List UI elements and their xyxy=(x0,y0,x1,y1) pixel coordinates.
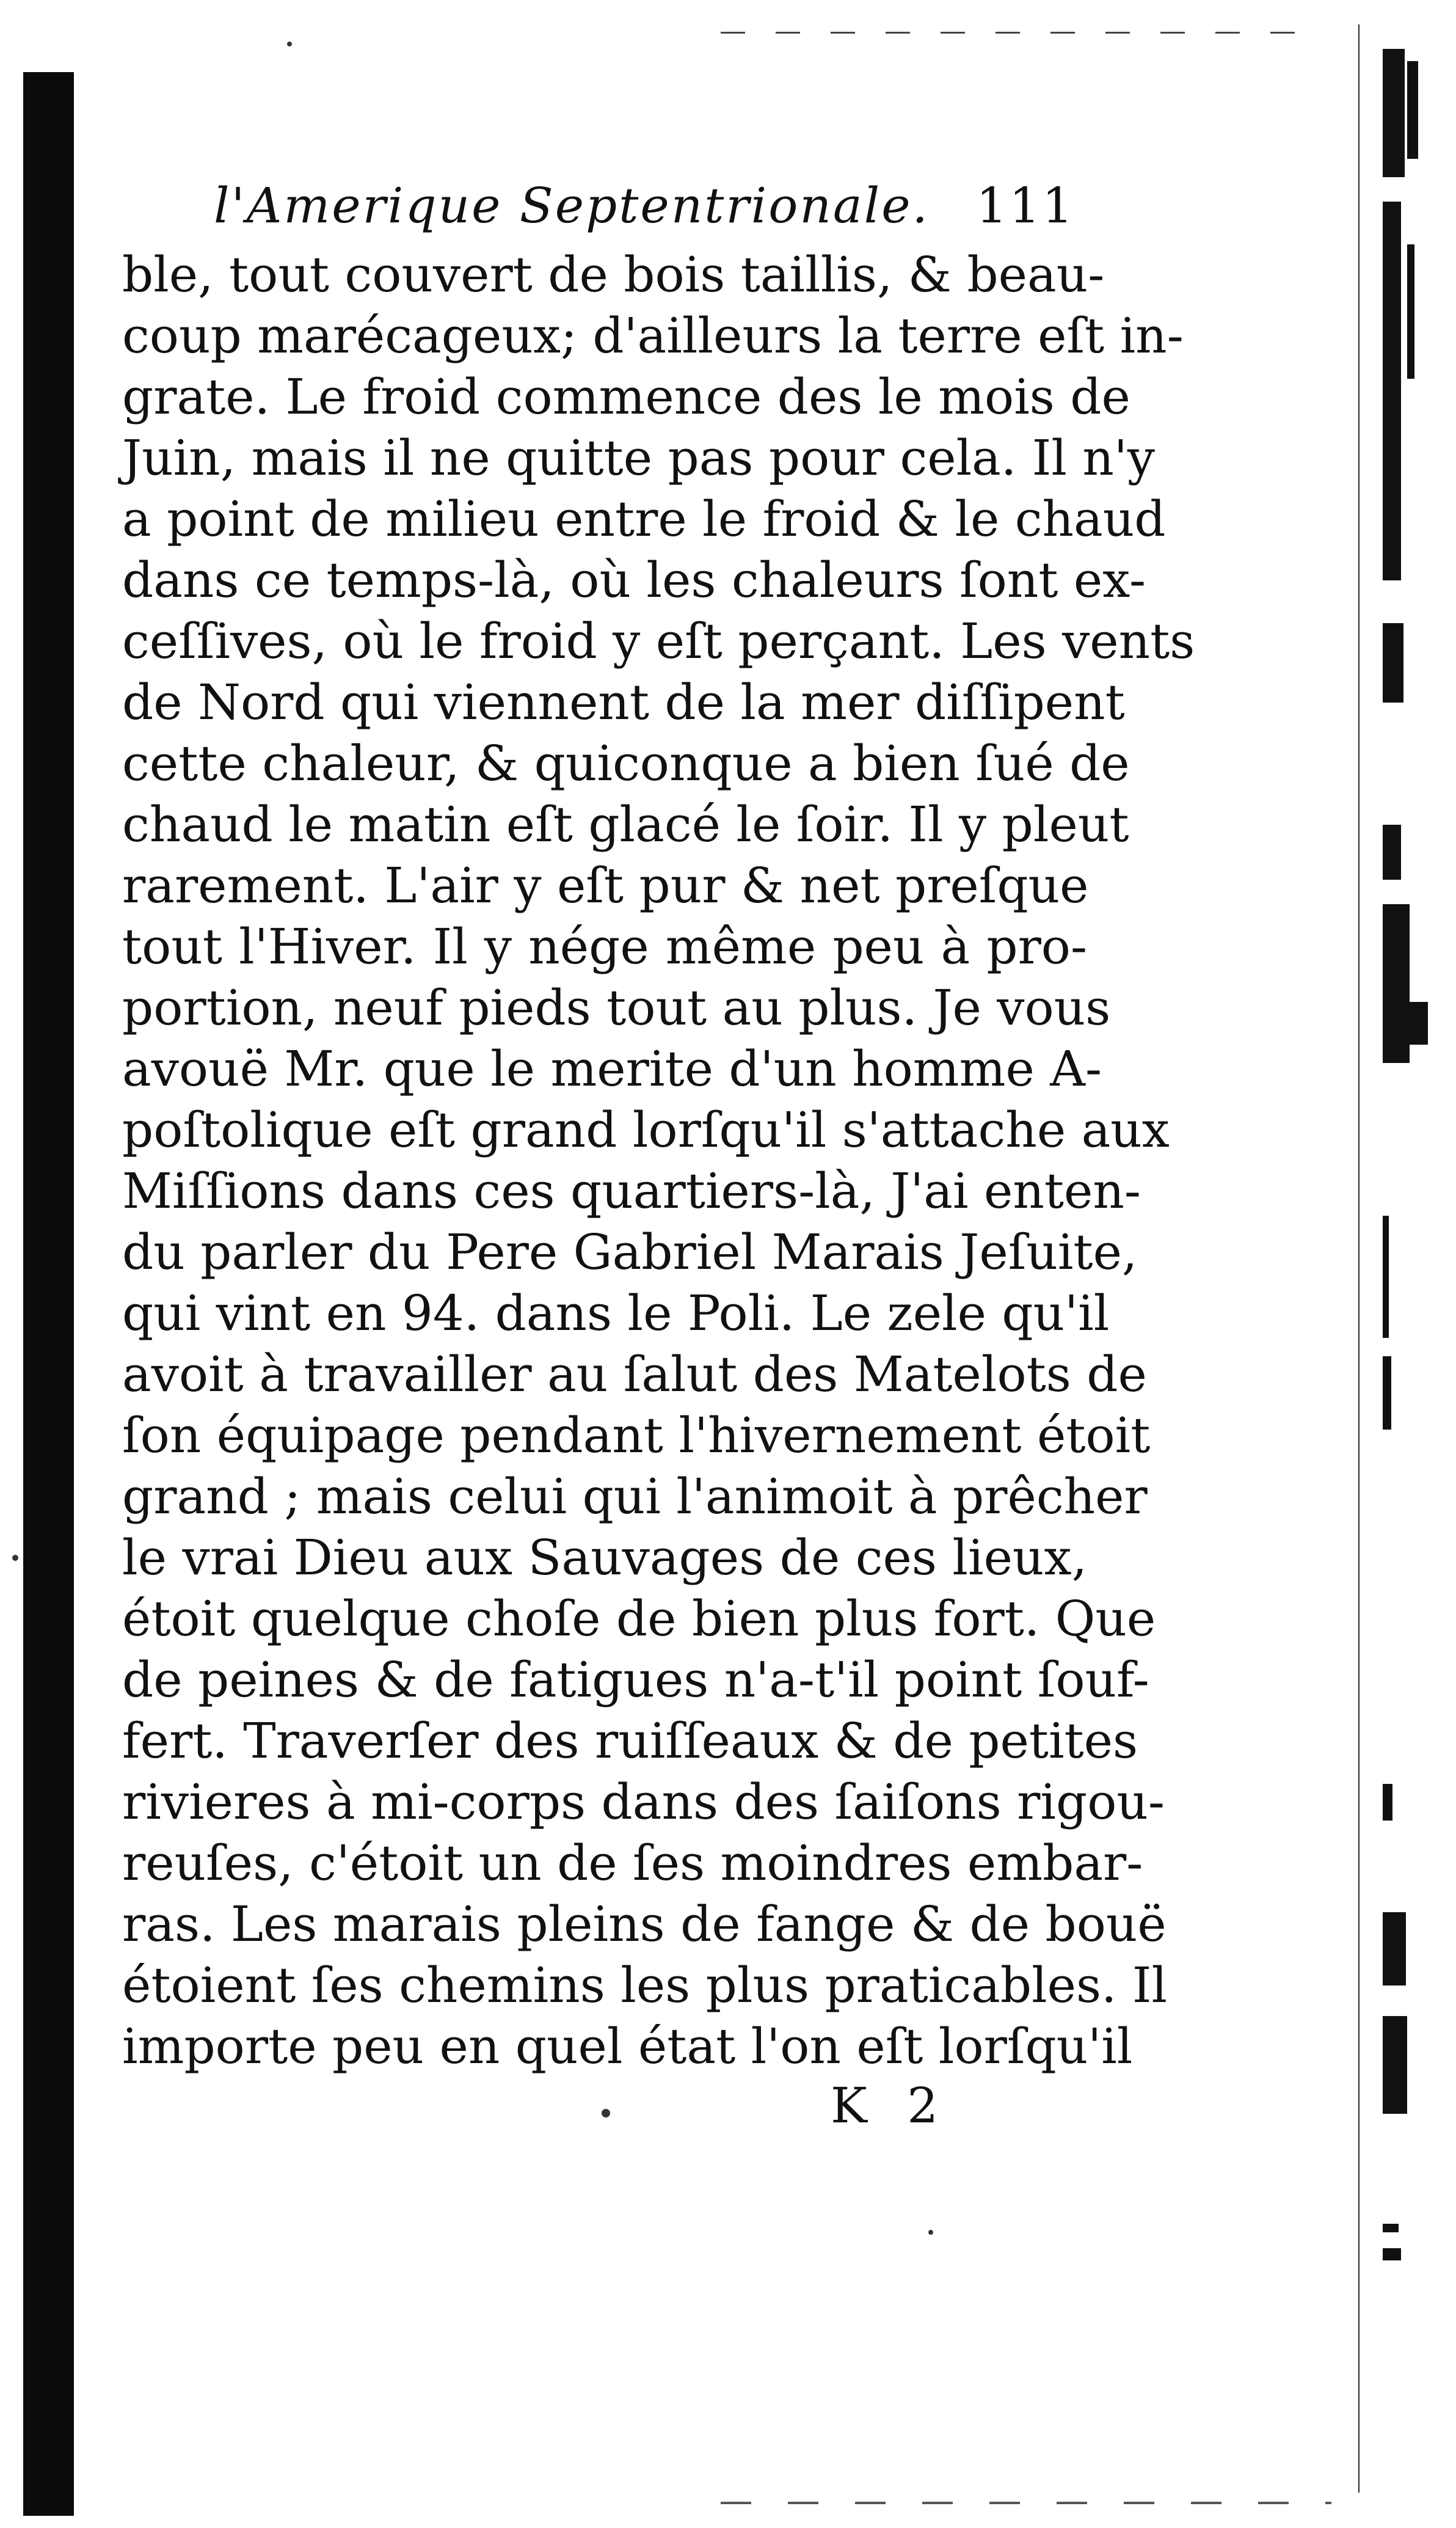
text-line: a point de milieu entre le froid & le chaud xyxy=(122,491,1166,547)
text-line: qui vint en 94. dans le Poli. Le zele qu'il xyxy=(122,1285,1110,1342)
text-line: poſtolique eſt grand lorſqu'il s'attache aux xyxy=(122,1101,1170,1158)
ink-speck xyxy=(928,2230,933,2235)
edge-fragment xyxy=(1383,825,1401,880)
top-margin-rule xyxy=(721,32,1319,34)
text-line: grate. Le froid commence des le mois de xyxy=(122,368,1130,425)
bottom-margin-rule xyxy=(721,2502,1331,2504)
edge-fragment xyxy=(1383,1784,1392,1821)
text-line: ble, tout couvert de bois taillis, & beau- xyxy=(122,246,1105,303)
text-line: rivieres à mi-corps dans des ſaiſons rigou- xyxy=(122,1774,1165,1830)
edge-fragment xyxy=(1407,244,1414,379)
text-line: étoient ſes chemins les plus praticables. Il xyxy=(122,1957,1168,2014)
edge-fragment xyxy=(1410,1002,1428,1045)
edge-fragment xyxy=(1383,2224,1399,2232)
right-page-edge xyxy=(1358,24,1432,2493)
text-line: cette chaleur, & quiconque a bien ſué de xyxy=(122,735,1130,792)
signature-mark xyxy=(122,2077,1087,2138)
edge-fragment xyxy=(1383,1216,1389,1338)
text-line: grand ; mais celui qui l'animoit à prêcher xyxy=(122,1468,1148,1525)
signature-text: K 2 xyxy=(831,2077,951,2134)
text-line: portion, neuf pieds tout au plus. Je vous xyxy=(122,979,1111,1036)
text-line: Juin, mais il ne quitte pas pour cela. Il n'y xyxy=(122,429,1156,486)
left-gutter-shadow xyxy=(23,72,74,2516)
text-line: étoit quelque choſe de bien plus fort. Que xyxy=(122,1590,1156,1647)
edge-fragment xyxy=(1383,623,1403,703)
edge-line xyxy=(1358,24,1360,2493)
text-line: dans ce temps-là, où les chaleurs ſont ex- xyxy=(122,552,1146,608)
text-line: Miſſions dans ces quartiers-là, J'ai enten- xyxy=(122,1163,1141,1219)
edge-fragment xyxy=(1383,2016,1407,2114)
text-line: de Nord qui viennent de la mer diſſipent xyxy=(122,674,1125,731)
text-line: coup marécageux; d'ailleurs la terre eſt in- xyxy=(122,307,1184,364)
running-head xyxy=(122,177,1087,244)
edge-fragment xyxy=(1407,61,1418,159)
ink-speck xyxy=(12,1555,18,1561)
edge-fragment xyxy=(1383,202,1401,580)
text-line: ceſſives, où le froid y eſt perçant. Les vents xyxy=(122,613,1195,670)
ink-speck xyxy=(287,42,292,46)
text-line: reuſes, c'étoit un de ſes moindres embar- xyxy=(122,1835,1143,1891)
text-line: avoit à travailler au ſalut des Matelots de xyxy=(122,1346,1147,1403)
text-line: avouë Mr. que le merite d'un homme A- xyxy=(122,1040,1102,1097)
text-line: chaud le matin eſt glacé le ſoir. Il y pleut xyxy=(122,796,1129,853)
text-line: importe peu en quel état l'on eſt lorſqu'il xyxy=(122,2018,1133,2075)
text-line: ras. Les marais pleins de fange & de bouë xyxy=(122,1896,1167,1953)
text-line: tout l'Hiver. Il y nége même peu à pro- xyxy=(122,918,1087,975)
text-line: de peines & de fatigues n'a-t'il point ſouf- xyxy=(122,1651,1149,1708)
edge-fragment xyxy=(1383,2248,1401,2260)
body-text xyxy=(122,244,1195,2077)
edge-fragment xyxy=(1383,1356,1391,1430)
edge-fragment xyxy=(1383,1912,1406,1986)
text-line: ſon équipage pendant l'hivernement étoit xyxy=(122,1407,1151,1464)
page-number: 111 xyxy=(976,177,1075,234)
book-page xyxy=(122,177,1195,2138)
text-line: le vrai Dieu aux Sauvages de ces lieux, xyxy=(122,1529,1087,1586)
text-line: du parler du Pere Gabriel Marais Jeſuite, xyxy=(122,1224,1138,1280)
edge-fragment xyxy=(1383,49,1405,177)
text-line: fert. Traverſer des ruiſſeaux & de petites xyxy=(122,1712,1138,1769)
running-title: l'Amerique Septentrionale. xyxy=(214,177,930,234)
text-line: rarement. L'air y eſt pur & net preſque xyxy=(122,857,1089,914)
edge-fragment xyxy=(1383,904,1410,1063)
